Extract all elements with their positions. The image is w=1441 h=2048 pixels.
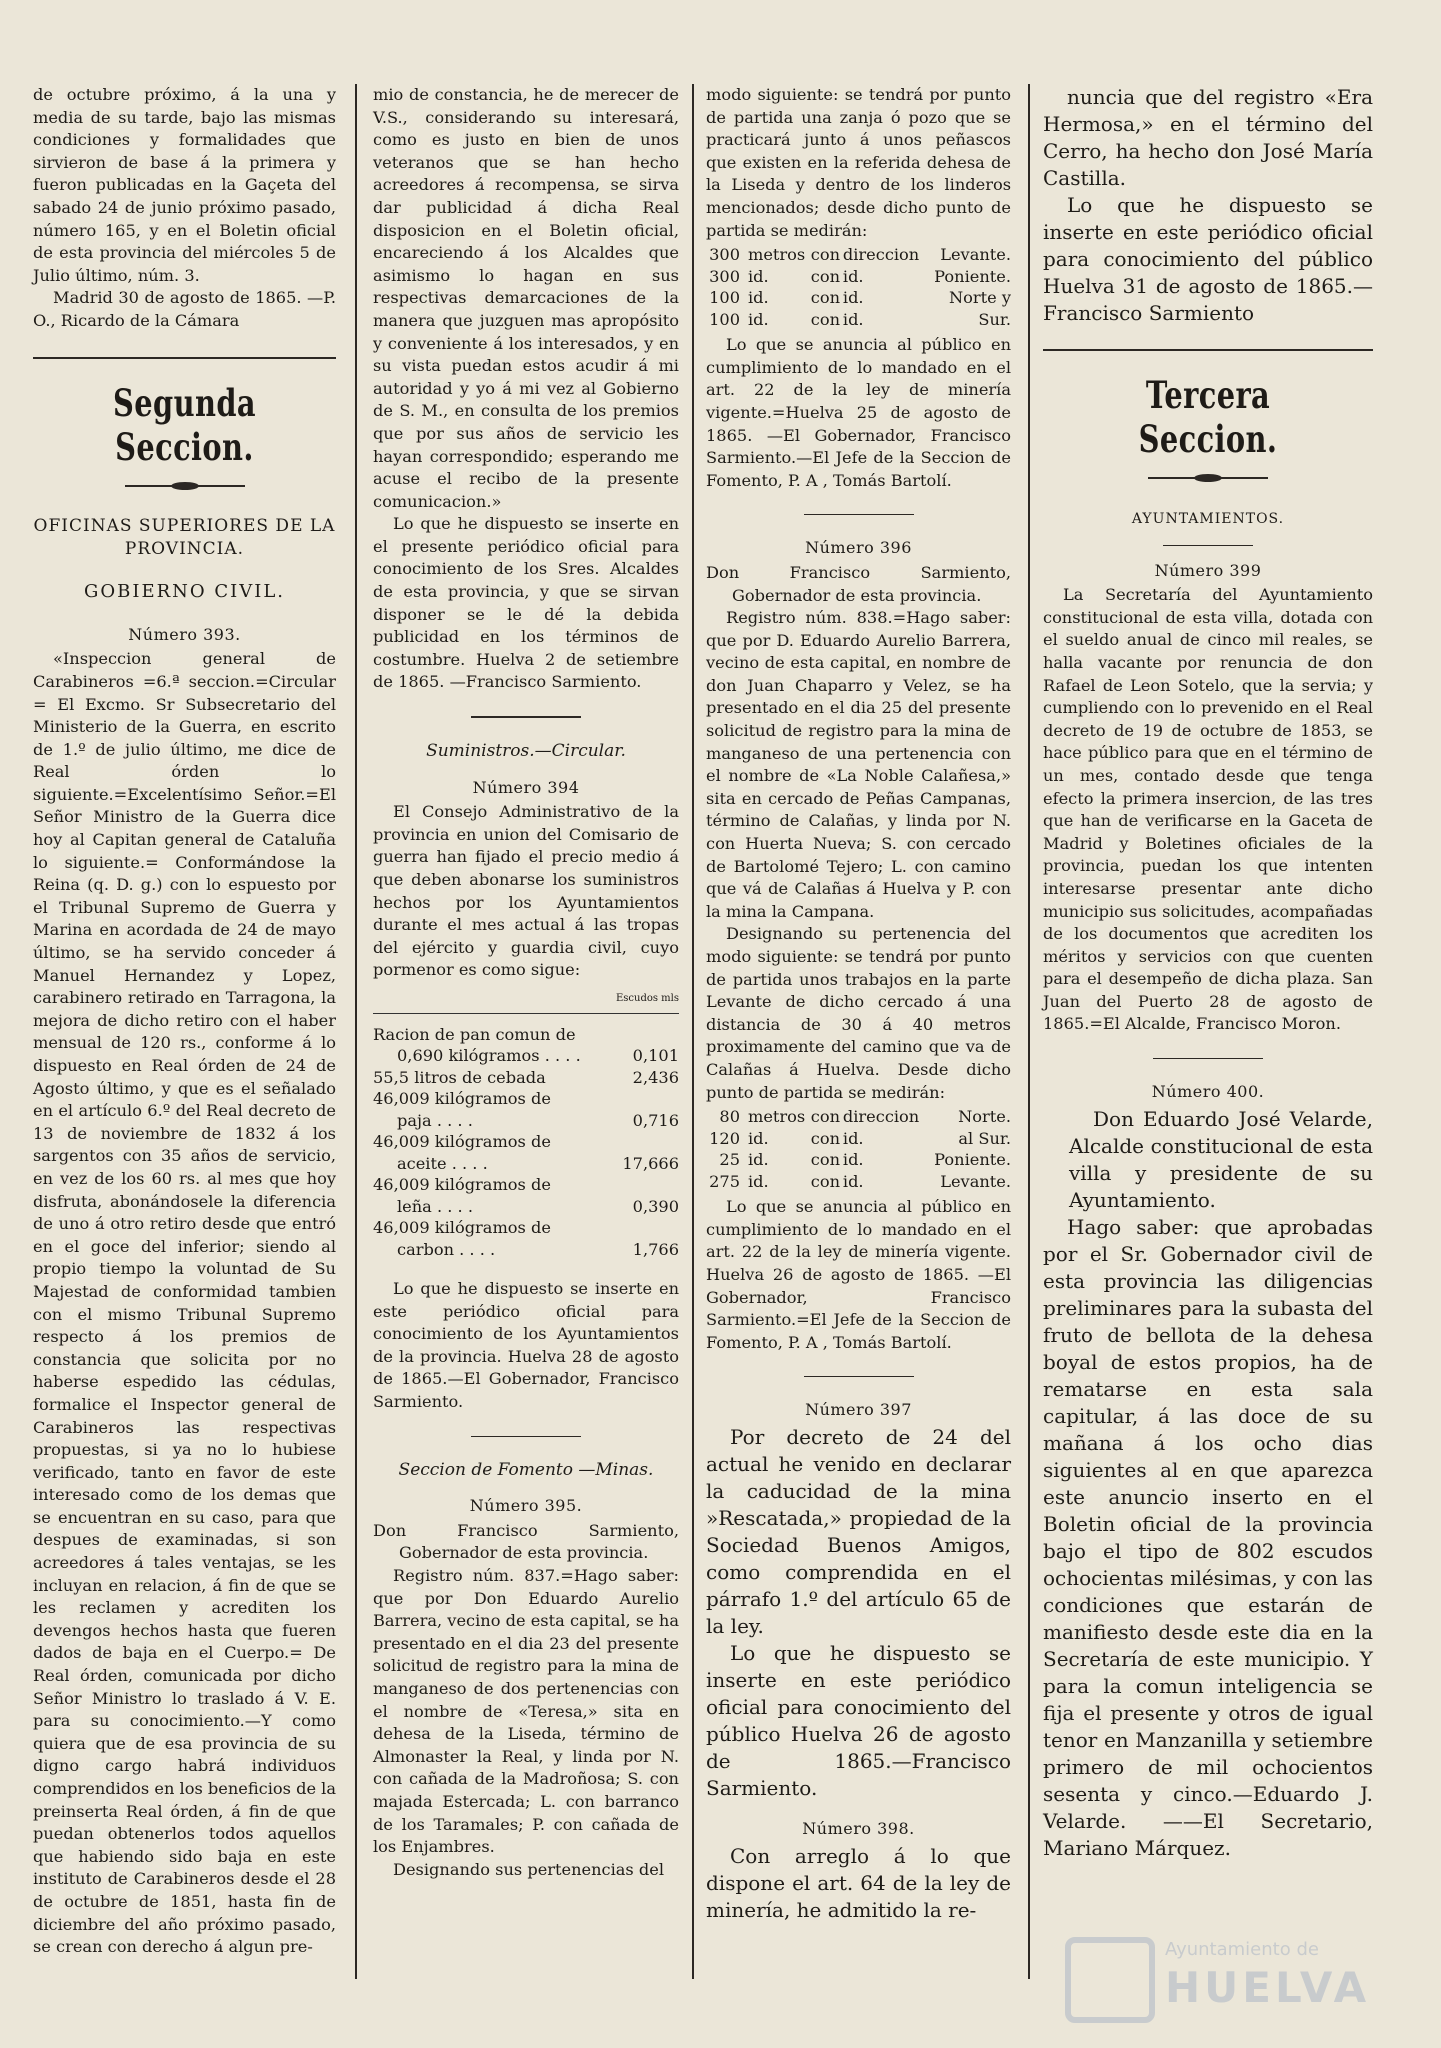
divider — [804, 1376, 914, 1377]
measurement-dir: Poniente. — [934, 1150, 1011, 1170]
notice-400-body — [1043, 1106, 1373, 1862]
measurement-con: con — [810, 1171, 841, 1191]
measurement-con: con — [810, 1128, 841, 1148]
measurement-dir: Levante. — [940, 1171, 1011, 1191]
ration-row-detail — [373, 1045, 679, 1067]
notice-393-close: Lo que he dispuesto se inserte en el presente periódico oficial para conocimiento de los Sres. Alcaldes de esta provincia, y que se sirvan disponer se le dé la debida publicidad en los términos de costumbre. Huelva 2 de setiembre de 1865. —Francisco Sarmiento. — [373, 514, 679, 692]
measurement-row — [706, 1171, 1011, 1193]
measurement-m: 25 — [719, 1150, 740, 1170]
watermark-line1: Ayuntamiento de — [1165, 1939, 1319, 1960]
notice-396-header: Don Francisco Sarmiento, Gobernador de esta provincia. — [706, 562, 1011, 605]
notice-398-continued-body — [1043, 84, 1373, 327]
signature-line: Madrid 30 de agosto de 1865. —P. O., Ricardo de la Cámara — [33, 288, 336, 330]
ration-row-detail — [373, 1153, 679, 1175]
measurement-con: con — [810, 288, 841, 308]
ration-row — [373, 1131, 679, 1153]
ration-value: 1,766 — [632, 1239, 679, 1259]
measurement-unit: metros — [748, 245, 806, 265]
measurement-row — [706, 1106, 1011, 1128]
ration-qty: carbon . . . . — [397, 1239, 496, 1259]
ration-item: Racion de pan comun de — [373, 1024, 576, 1044]
ration-price-table — [373, 1024, 679, 1261]
measurement-m: 300 — [709, 266, 740, 286]
measurement-dir-label: id. — [842, 1150, 864, 1170]
measurement-con: con — [810, 245, 841, 265]
notice-400-text: Hago saber: que aprobadas por el Sr. Gobernador civil de esta provincia las diligencias preliminares para la subasta del fruto de bellota de la dehesa boyal de estos propios, ha de rematarse en esta sala capitular, á las doce de su mañana á los ocho dias siguientes al en que aparezca este anuncio inserto en el Boletin oficial de la provincia bajo el tipo de 802 escudos ochocientas milésimas, y con las condiciones que estarán de manifiesto desde este dia en la Secretaría de este municipio. Y para la comun inteligencia se fija el presente y otros de igual tenor en Manzanilla y setiembre primero de mil ochocientos sesenta y cinco.—Eduardo J. Velarde. ——El Secretario, Mariano Márquez. — [1043, 1214, 1373, 1860]
fomento-heading: Seccion de Fomento —Minas. — [398, 1459, 654, 1480]
measurement-unit: id. — [748, 266, 769, 286]
measurement-unit: id. — [748, 288, 769, 308]
measurement-unit: id. — [748, 1128, 769, 1148]
measurement-m: 100 — [709, 309, 740, 329]
measurement-dir-label: id. — [842, 288, 864, 308]
measurement-dir: al Sur. — [958, 1128, 1011, 1148]
notice-398-continued: nuncia que del registro «Era Hermosa,» en el término del Cerro, ha hecho don José María Castilla. — [1043, 85, 1373, 190]
notice-399-text: La Secretaría del Ayuntamiento constitucional de esta villa, dotada con el sueldo anual de cinco mil reales, se halla vacante por renuncia de don Rafael de Leon Sotelo, que la servia; y cumpliendo con lo prevenido en el Real decreto de 19 de octubre de 1853, se hace público para que en el término de un mes, contado desde que tenga efecto la primera insercion, de las tres que han de verificarse en la Gaceta de Madrid y Boletines oficiales de la provincia, puedan los que intenten interesarse presentar ante dicho municipio sus solicitudes, acompañadas de los documentos que acrediten los méritos y servicios con que cuenten para el desempeño de dicha plaza. San Juan del Puerto 28 de agosto de 1865.=El Alcalde, Francisco Moron. — [1043, 585, 1373, 1034]
ration-qty: aceite . . . . — [397, 1153, 488, 1173]
suministros-heading: Suministros.—Circular. — [426, 741, 626, 762]
ornament-divider — [1043, 467, 1373, 490]
measurement-row — [706, 309, 1011, 331]
divider — [471, 1436, 581, 1437]
coat-of-arms-icon — [1065, 1937, 1155, 2023]
ration-value: 0,101 — [632, 1046, 679, 1066]
measurement-unit: id. — [748, 309, 769, 329]
notice-398-body — [706, 1843, 1011, 1924]
notice-number: Número 394 — [472, 777, 580, 797]
column-rule — [1028, 84, 1030, 1979]
measurement-dir-label: id. — [842, 309, 864, 329]
section-title-segunda: Segunda Seccion. — [113, 380, 256, 469]
measurement-unit: metros — [748, 1107, 806, 1127]
measurement-dir-label: id. — [842, 1128, 864, 1148]
divider — [471, 716, 581, 718]
ration-item: 46,009 kilógramos de — [373, 1175, 551, 1195]
notice-number: Número 397 — [805, 1400, 912, 1420]
measurement-table-396 — [706, 1106, 1011, 1192]
measurement-row — [706, 266, 1011, 288]
notice-number: Número 395. — [469, 1496, 583, 1516]
measurement-row — [706, 287, 1011, 309]
ration-row-detail — [373, 1196, 679, 1218]
notice-398-text: Con arreglo á lo que dispone el art. 64 de la ley de minería, he admitido la re- — [706, 1843, 1011, 1922]
ration-row-detail — [373, 1239, 679, 1261]
notice-398-close: Lo que he dispuesto se inserte en este periódico oficial para conocimiento del público Huelva 31 de agosto de 1865.—Francisco Sarmiento — [1043, 193, 1373, 325]
measurement-dir-label: direccion — [842, 1107, 920, 1127]
notice-400-header: Don Eduardo José Velarde, Alcalde constitucional de esta villa y presidente de su Ayuntamiento. — [1069, 1106, 1373, 1212]
ration-row — [373, 1067, 679, 1089]
measurement-m: 100 — [709, 288, 740, 308]
ration-item: 46,009 kilógramos de — [373, 1089, 551, 1109]
ayuntamientos-header: AYUNTAMIENTOS. — [1131, 510, 1285, 527]
notice-number: Número 396 — [805, 538, 912, 558]
measurement-m: 300 — [709, 245, 740, 265]
measurement-table-395 — [706, 244, 1011, 330]
watermark-line2: HUELVA — [1165, 1963, 1371, 2012]
measurement-dir: Sur. — [978, 309, 1011, 329]
ration-value: 17,666 — [622, 1153, 679, 1173]
huelva-watermark — [1045, 1935, 1375, 2015]
notice-393-text: «Inspeccion general de Carabineros =6.ª seccion.=Circular = El Excmo. Sr Subsecretario del Ministerio de la Guerra, en escrito de 1.º de julio último, me dice de Real órden lo siguiente.=Excelentísimo Señor.=El Señor Ministro de la Guerra dice hoy al Capitan general de Cataluña lo siguiente.= Conformándose la Reina (q. D. g.) con lo espuesto por el Tribunal Supremo de Guerra y Marina en acordada de 24 de mayo último, se ha servido conceder á Manuel Hernandez y Lopez, carabinero retirado en Tarragona, la mejora de dicho retiro con el haber mensual de 120 rs., conforme á lo dispuesto en Real órden de 24 de Agosto último, y que es el señalado en el artículo 6.º del Real decreto de 13 de noviembre de 1832 á los sargentos con 35 años de servicio, en vez de los 60 rs. al mes que hoy disfruta, abonándosele la diferencia de uno á otro retiro desde que entró en el goce del inferior; siendo al propio tiempo la voluntad de Su Majestad de conformidad tambien con el mismo Tribunal Supremo respecto á los premios de constancia que solicita por no haberse espedido las cédulas, formalice el Inspector general de Carabineros las respectivas propuestas, si ya no lo hubiese verificado, tanto en favor de este interesado como de los demas que se encuentran en su caso, para que despues de examinadas, si son acreedores á tales ventajas, se les incluyan en relacion, á fin de que se les reclamen y acrediten los devengos hechos hasta que fueren dados de baja en el Cuerpo.= De Real órden, comunicada por dicho Señor Ministro lo traslado á V. E. para su conocimiento.—Y como quiera que de esa provincia de su digno cargo habrá individuos comprendidos en los beneficios de la preinserta Real órden, á fin de que puedan obtenerlos todos aquellos que habiendo sido baja en este instituto de Carabineros desde el 28 de octubre de 1851, hasta fin de diciembre del año próximo pasado, se crean con derecho á algun pre- — [33, 649, 336, 1957]
divider — [1163, 545, 1253, 546]
measurement-row — [706, 1128, 1011, 1150]
notice-number: Número 398. — [802, 1818, 915, 1838]
measurement-con: con — [810, 266, 841, 286]
measurement-m: 120 — [709, 1128, 740, 1148]
measurement-dir-label: direccion — [842, 245, 920, 265]
measurement-con: con — [810, 309, 841, 329]
office-header: OFICINAS SUPERIORES DE LA PROVINCIA. — [33, 516, 336, 560]
divider — [1043, 349, 1373, 351]
notice-number: Número 393. — [128, 624, 241, 644]
measurement-dir: Norte y — [948, 288, 1011, 308]
notice-395-close: Lo que se anuncia al público en cumplimiento de lo mandado en el art. 22 de la ley de minería vigente.=Huelva 25 de agosto de 1865. —El Gobernador, Francisco Sarmiento.—El Jefe de la Seccion de Fomento, P. A , Tomás Bartolí. — [706, 335, 1011, 490]
notice-396-text2: Designando su pertenencia del modo siguiente: se tendrá por punto de partida unos trabajos en la parte Levante de dicho cercado á una distancia de 30 á 40 metros proximamente del camino que va de Calañas á Huelva. Desde dicho punto de partida se medirán: — [706, 924, 1011, 1102]
measurement-con: con — [810, 1150, 841, 1170]
section-title-tercera: Tercera Seccion. — [1138, 373, 1278, 461]
ration-value: 2,436 — [632, 1067, 679, 1087]
measurement-unit: id. — [748, 1150, 769, 1170]
measurement-dir: Poniente. — [934, 266, 1011, 286]
notice-397-close: Lo que he dispuesto se inserte en este periódico oficial para conocimiento del público Huelva 26 de agosto de 1865.—Francisco Sarmiento. — [706, 1640, 1011, 1800]
notice-number: Número 400. — [1151, 1082, 1265, 1102]
ration-qty: leña . . . . — [397, 1196, 473, 1216]
ration-qty: paja . . . . — [397, 1110, 473, 1130]
measurement-dir: Norte. — [958, 1107, 1011, 1127]
notice-number: Número 399 — [1154, 560, 1262, 580]
currency-header: Escudos mls — [373, 988, 679, 1014]
measurement-dir: Levante. — [940, 245, 1011, 265]
column-rule — [355, 84, 357, 1979]
column-rule — [692, 84, 694, 1979]
ration-item: 55,5 litros de cebada — [373, 1067, 546, 1087]
notice-396-text: Registro núm. 838.=Hago saber: que por D. Eduardo Aurelio Barrera, vecino de esta capital, en nombre de don Juan Chaparro y Velez, se ha presentado en el dia 25 del presente solicitud de registro para la mina de manganeso de una pertenencia con el nombre de «La Noble Calañesa,» sita en cercado de Peñas Campanas, término de Calañas, y linda por N. con Huerta Nueva; S. con cercado de Bartolomé Tejero; L. con camino que vá de Calañas á Huelva y P. con la mina la Campana. — [706, 608, 1011, 921]
column-4 — [1043, 84, 1373, 1862]
column-3 — [706, 84, 1011, 1924]
notice-396-close: Lo que se anuncia al público en cumplimiento de lo mandado en el art. 22 de la ley de minería vigente. Huelva 26 de agosto de 1865. —El Gobernador, Francisco Sarmiento.=El Jefe de la Seccion de Fomento, P. A , Tomás Bartolí. — [706, 1197, 1011, 1352]
column-1 — [33, 84, 336, 1959]
ration-row-detail — [373, 1110, 679, 1132]
continued-paragraph: de octubre próximo, á la una y media de su tarde, bajo las mismas condiciones y formalidades que sirvieron de base á la primera y fueron publicadas en la Gaçeta del sabado 24 de junio próximo pasado, número 165, y en el Boletin oficial de esta provincia del miércoles 5 de Julio último, núm. 3. — [33, 85, 336, 285]
measurement-m: 275 — [709, 1171, 740, 1191]
column-2 — [373, 84, 679, 1881]
divider — [33, 357, 336, 359]
notice-393-continued: mio de constancia, he de merecer de V.S., considerando su interesará, como es justo en bien de unos veteranos que se han hecho acreedores á recompensa, se sirva dar publicidad á dicha Real disposicion en el Boletin oficial, encareciendo á los Alcaldes que asimismo lo hagan en sus respectivas demarcaciones de la manera que juzguen mas apropósito y conveniente á los interesados, y en su vista puedan estos acudir á mi autoridad y yo á mi vez al Gobierno de S. M., en consulta de los premios que por sus años de servicio les hayan correspondido; esperando me acuse el recibo de la presente comunicacion.» — [373, 85, 679, 511]
ration-row — [373, 1088, 679, 1110]
measurement-m: 80 — [719, 1107, 740, 1127]
divider — [804, 514, 914, 515]
ornament-divider — [33, 475, 336, 498]
notice-395-continued: modo siguiente: se tendrá por punto de partida una zanja ó pozo que se practicará junto á unos peñascos que existen en la referida dehesa de la Liseda y dentro de los linderos mencionados; desde dicho punto de partida se medirán: — [706, 85, 1011, 240]
ration-row — [373, 1024, 679, 1046]
notice-394-close: Lo que he dispuesto se inserte en este periódico oficial para conocimiento de los Ayuntamientos de la provincia. Huelva 28 de agosto de 1865.—El Gobernador, Francisco Sarmiento. — [373, 1279, 679, 1412]
measurement-unit: id. — [748, 1171, 769, 1191]
ration-item: 46,009 kilógramos de — [373, 1218, 551, 1238]
measurement-row — [706, 1149, 1011, 1171]
measurement-dir-label: id. — [842, 266, 864, 286]
measurement-con: con — [810, 1107, 841, 1127]
ration-value: 0,716 — [632, 1110, 679, 1130]
ration-row — [373, 1174, 679, 1196]
ration-value: 0,390 — [632, 1196, 679, 1216]
gov-header: GOBIERNO CIVIL. — [83, 581, 286, 603]
measurement-row — [706, 244, 1011, 266]
ration-row — [373, 1217, 679, 1239]
divider — [1153, 1058, 1263, 1059]
ration-item: 46,009 kilógramos de — [373, 1132, 551, 1152]
notice-395-tail: Designando sus pertenencias del — [393, 1859, 665, 1879]
ration-qty: 0,690 kilógramos . . . . — [397, 1046, 581, 1066]
notice-397-text: Por decreto de 24 del actual he venido en declarar la caducidad de la mina »Rescatada,» propiedad de la Sociedad Buenos Amigos, como comprendida en el párrafo 1.º del artículo 65 de la ley. — [706, 1424, 1011, 1638]
notice-395-text: Registro núm. 837.=Hago saber: que por Don Eduardo Aurelio Barrera, vecino de esta capital, se ha presentado en el dia 23 del presente solicitud de registro para la mina de manganeso de dos pertenencias con el nombre de «Teresa,» sita en dehesa de la Liseda, término de Almonaster la Real, y linda por N. con cañada de la Madroñosa; S. con majada Estercada; L. con barranco de los Taramales; P. con cañada de los Enjambres. — [373, 1566, 679, 1857]
measurement-dir-label: id. — [842, 1171, 864, 1191]
notice-397-body — [706, 1424, 1011, 1802]
notice-395-header: Don Francisco Sarmiento, Gobernador de esta provincia. — [373, 1520, 679, 1563]
notice-394-text: El Consejo Administrativo de la provincia en union del Comisario de guerra han fijado el precio medio á que deben abonarse los suministros hechos por los Ayuntamientos durante el mes actual á las tropas del ejército y guardia civil, cuyo pormenor es como sigue: — [373, 802, 679, 980]
